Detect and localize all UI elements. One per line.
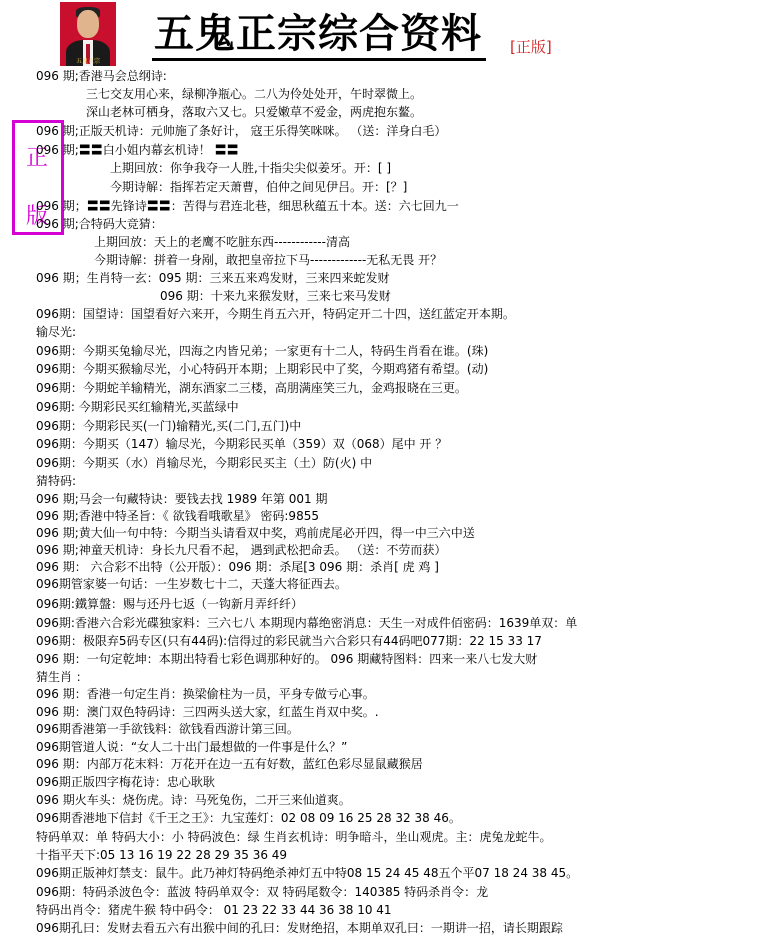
text-line: 096期：今期买（147）输尽光，今期彩民买单（359）双（068）尾中 开 ？ (36, 437, 448, 451)
avatar-face (77, 10, 99, 38)
text-line: 096 期;香港马会总纲诗: (36, 69, 167, 83)
avatar (60, 2, 116, 66)
text-line: 猜特码: (36, 474, 77, 488)
text-line: 096期：今期蛇羊输精光，湖东酒家二三楼，高朋满座笑三九，金鸡报晓在三更。 (36, 381, 467, 395)
text-line: 上期回放：天上的老鹰不吃脏东西------------清高 (94, 235, 350, 249)
text-line: 特码单双：单 特码大小：小 特码波色：绿 生肖玄机诗：明争暗斗，坐山观虎。主：虎兔龙蛇牛。 (36, 830, 552, 844)
text-line: 上期回放：你争我夺一人胜,十指尖尖似姜牙。开：[ ] (110, 161, 391, 175)
text-line: 特码出肖令：猪虎牛猴 特中码令： 01 23 22 33 44 36 38 10 41 (36, 903, 392, 917)
text-line: 096期：极限弃5码专区(只有44码):信得过的彩民就当六合彩只有44码吧077期：22 15 33 17 (36, 634, 542, 648)
stamp-char-1: 正 (26, 146, 49, 171)
text-line: 096期正版四字梅花诗：忠心耿耿 (36, 775, 215, 789)
text-line: 今期诗解：拼着一身剐，敢把皇帝拉下马-------------无私无畏 开？ (94, 253, 443, 267)
text-line: 096 期;神童天机诗：身长九尺看不起， 遇到武松把命丢。 （送：不劳而获） (36, 543, 447, 557)
text-line: 096期管家婆一句话：一生岁数七十二，天蓬大将征西去。 (36, 577, 347, 591)
text-line: 096期：今期彩民买(一门)输精光,买(二门,五门)中 (36, 419, 302, 433)
text-line: 096期：特码杀波色令：蓝波 特码单双令：双 特码尾数令：140385 特码杀肖令：龙 (36, 885, 489, 899)
text-line: 096 期： 六合彩不出特（公开版）：096 期：杀尾[3 096 期：杀肖[ 虎 鸡 ] (36, 560, 439, 574)
text-line: 096期: 今期彩民买红输精光,买蓝绿中 (36, 400, 239, 414)
avatar-caption: 五鬼正宗 (75, 58, 100, 65)
text-line: 096 期火车头：烧伤虎。诗：马死兔伤，二开三来仙道爽。 (36, 793, 351, 807)
text-line: 096期：今期买猴输尽光，小心特码开本期；上期彩民中了奖，今期鸡猪有希望。(动) (36, 362, 489, 376)
text-line: 096期：国望诗：国望看好六来开，今期生肖五六开，特码定开二十四，送红蓝定开本期。 (36, 307, 515, 321)
version-badge: [正版] (510, 38, 552, 56)
text-line: 096 期；生肖特一玄：095 期：三来五来鸡发财，三来四来蛇发财 (36, 271, 390, 285)
text-line: 096期香港地下信封《千王之王》：九宝莲灯：02 08 09 16 25 28 32 38 46。 (36, 811, 461, 825)
text-line: 096期孔曰：发财去看五六有出猴中间的孔曰：发财绝招，本期单双孔曰：一期讲一招，请长期跟踪 (36, 921, 563, 935)
text-line: 三七交友用心来，绿柳净瓶心。二八为伶处处开，午时翠微上。 (86, 87, 423, 101)
text-line: 096 期;马会一句藏特诀：要钱去找 1989 年第 001 期 (36, 492, 328, 506)
text-line: 096期：今期买（水）肖输尽光，今期彩民买主（土）防(火) 中 (36, 456, 373, 470)
text-line: 096 期：一句定乾坤：本期出特看七彩色调那种好的。 096 期藏特图料：四来一来八七发大财 (36, 652, 538, 666)
text-line: 深山老林可栖身，落取六又七。只爱嫩草不爱金，两虎抱东鳌。 (86, 105, 423, 119)
page-title: 五鬼正宗综合资料 (152, 10, 486, 61)
text-line: 096期：今期买兔输尽光，四海之内皆兄弟；一家更有十二人，特码生肖看在谁。(珠) (36, 344, 489, 358)
text-line: 096期:香港六合彩光碟独家料：三六七八 本期现内幕绝密消息：天生一对成件佰密码：1639单双：单 (36, 616, 578, 630)
text-line: 096期正版神灯禁支：鼠牛。此乃神灯特码绝杀神灯五中特08 15 24 45 48五个平07 18 24 38 45。 (36, 866, 579, 880)
text-line: 096期香港第一手欲钱料：欲钱看西游计第三回。 (36, 722, 299, 736)
text-line: 096 期：香港一句定生肖：换梁偷柱为一员，平身专做亏心事。 (36, 687, 375, 701)
text-line: 096 期：澳门双色特码诗：三四两头送大家，红蓝生肖双中奖。. (36, 705, 379, 719)
text-line: 096 期；〓〓先锋诗〓〓：苦得与君连北巷，细思秋蕴五十本。送：六七回九一 (36, 199, 459, 213)
text-line: 096期:鐵算盤：赐与还丹七返（一钩新月弄纤纤） (36, 597, 303, 611)
text-line: 输尽光: (36, 325, 77, 339)
text-line: 今期诗解：指挥若定天萧曹，伯仲之间见伊吕。开：[？] (110, 180, 408, 194)
text-line: 096 期;〓〓白小姐内幕玄机诗！ 〓〓 (36, 143, 239, 157)
text-line: 十指平天下:05 13 16 19 22 28 29 35 36 49 (36, 848, 288, 862)
text-line: 096 期;合特码大竞猜： (36, 217, 163, 231)
stamp-char-2: 版 (26, 204, 49, 229)
text-line: 096 期：内部万花末料：万花开在边一五有好数，蓝红色彩尽显鼠藏猴居 (36, 757, 423, 771)
text-line: 096 期：十来九来猴发财，三来七来马发财 (160, 289, 391, 303)
text-line: 猜生肖 ： (36, 670, 88, 684)
text-line: 096期管道人说：“女人二十出门最想做的一件事是什么？” (36, 740, 348, 754)
text-line: 096 期;正版天机诗：元帅施了条好计， 寇王乐得笑咪咪。 （送：洋身白毛） (36, 124, 447, 138)
text-line: 096 期;香港中特圣旨：《 欲钱看哦歌星》 密码:9855 (36, 509, 319, 523)
text-line: 096 期;黄大仙一句中特：今期当头请看双中奖，鸡前虎尾必开四，得一中三六中送 (36, 526, 475, 540)
